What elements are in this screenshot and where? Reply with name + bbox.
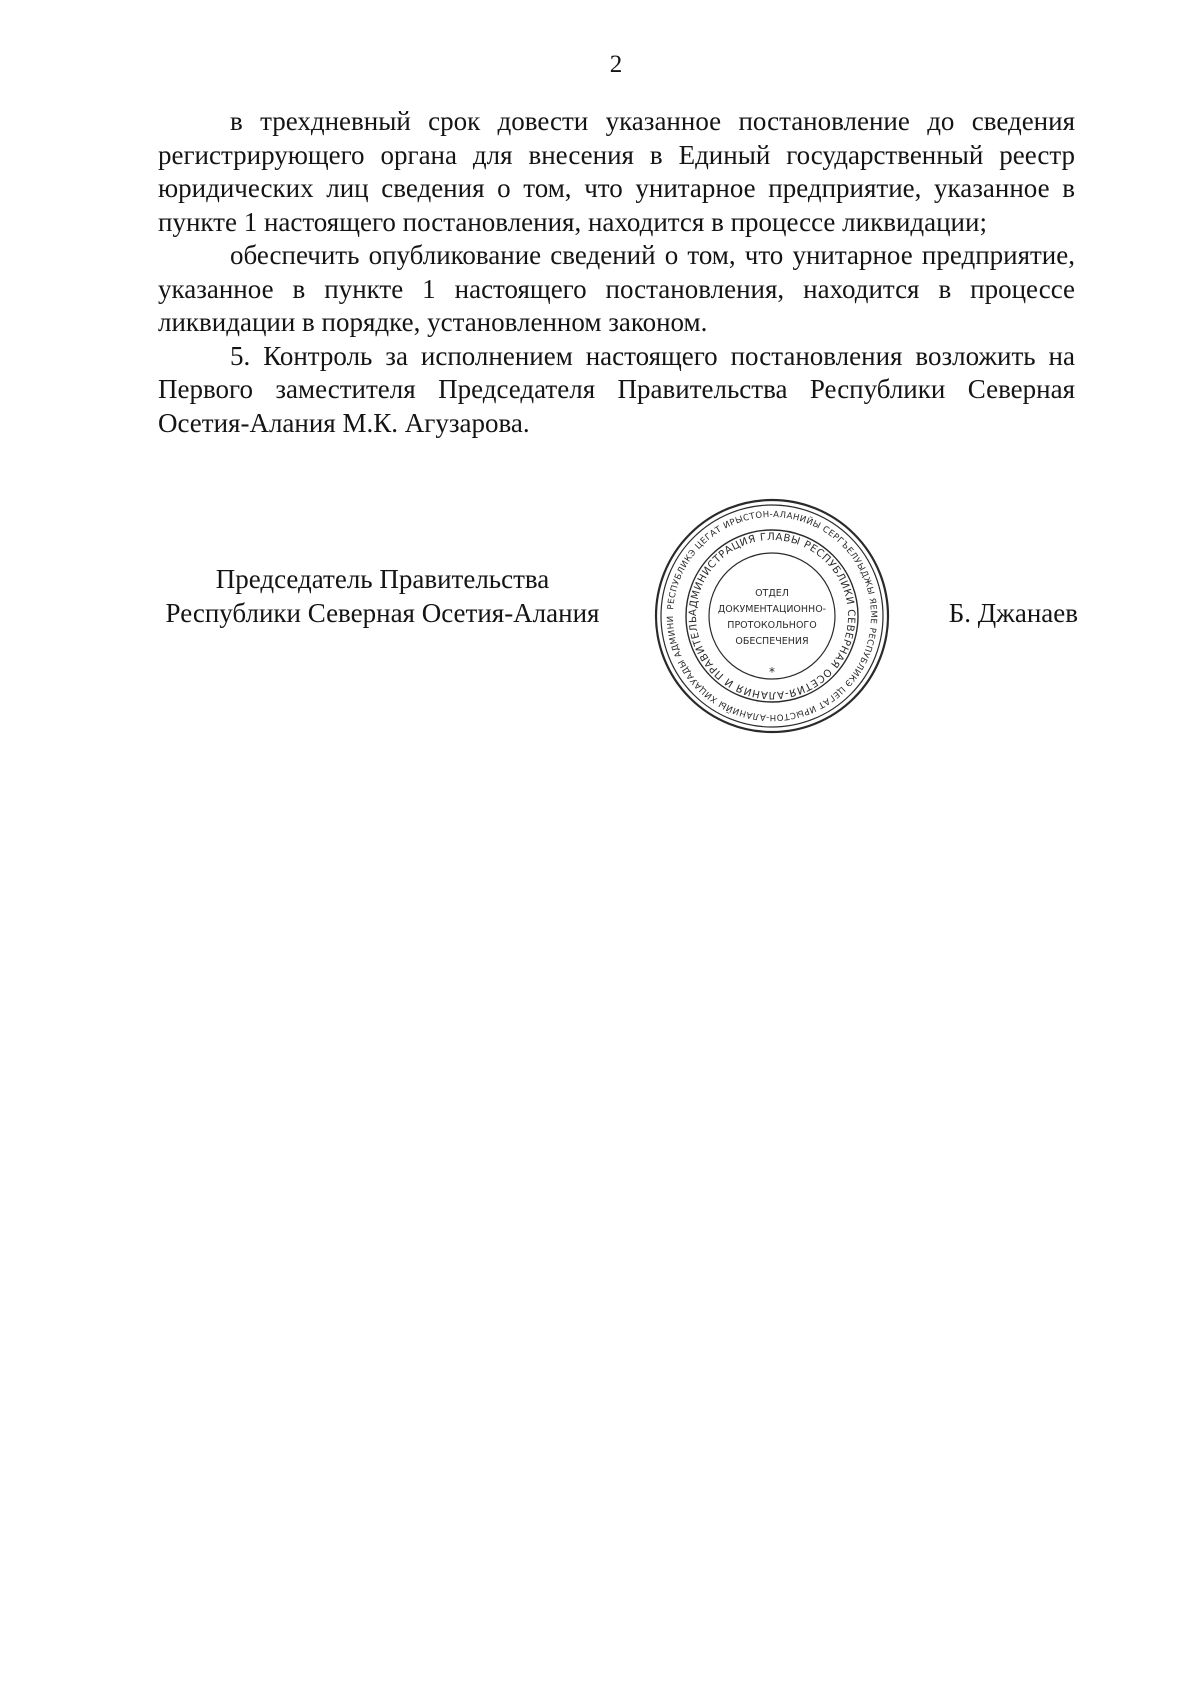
signatory-position <box>150 562 615 630</box>
signatory-position-line-1: Председатель Правительства <box>215 564 550 594</box>
paragraph-registration-notice: в трехдневный срок довести указанное постановление до сведения регистрирующего органа для внесения в Единый государственный реестр юридических лиц сведения о том, что унитарное предприятие, указанное в пункте 1 настоящего постановления, находится в процессе ликвидации; <box>158 106 1075 237</box>
seal-center-line-1: ОТДЕЛ <box>755 588 789 599</box>
paragraph-publication: обеспечить опубликование сведений о том, что унитарное предприятие, указанное в пункте 1 настоящего постановления, находится в процессе ликвидации в порядке, установленном законом. <box>158 240 1075 337</box>
seal-center-line-4: ОБЕСПЕЧЕНИЯ <box>735 636 809 647</box>
seal-star-icon: * <box>769 665 775 679</box>
seal-inner-ring-text: АДМИНИСТРАЦИЯ ГЛАВЫ РЕСПУБЛИКИ СЕВЕРНАЯ ОСЕТИЯ-АЛАНИЯ И ПРАВИТЕЛЬ <box>687 531 857 701</box>
paragraph-control: 5. Контроль за исполнением настоящего постановления возложить на Первого заместителя Председателя Правительства Республики Северная Осетия-Алания М.К. Агузарова. <box>158 340 1075 438</box>
seal-outer-ring-text: РЕСПУБЛИКЭ ЦЕГАТ ИРЫСТОН-АЛАНИЙЫ СЕРГЪЕЛУЫДЖЫ ЯЕМЕ РЕСПУБЛИКЭ ЦЕГАТ ИРЫСТОН-АЛАНИЙЫ ХИЦАУАДЫ АДМИНИ <box>665 509 879 723</box>
signatory-name: Б. Джанаев <box>948 598 1078 628</box>
official-seal-graphic <box>652 496 892 736</box>
official-seal <box>652 496 892 736</box>
seal-center-line-3: ПРОТОКОЛЬНОГО <box>727 620 817 631</box>
seal-center-line-2: ДОКУМЕНТАЦИОННО- <box>717 604 827 615</box>
page-number: 2 <box>609 51 623 78</box>
signatory-position-line-2: Республики Северная Осетия-Алания <box>165 598 600 628</box>
signature-block <box>0 0 1200 760</box>
